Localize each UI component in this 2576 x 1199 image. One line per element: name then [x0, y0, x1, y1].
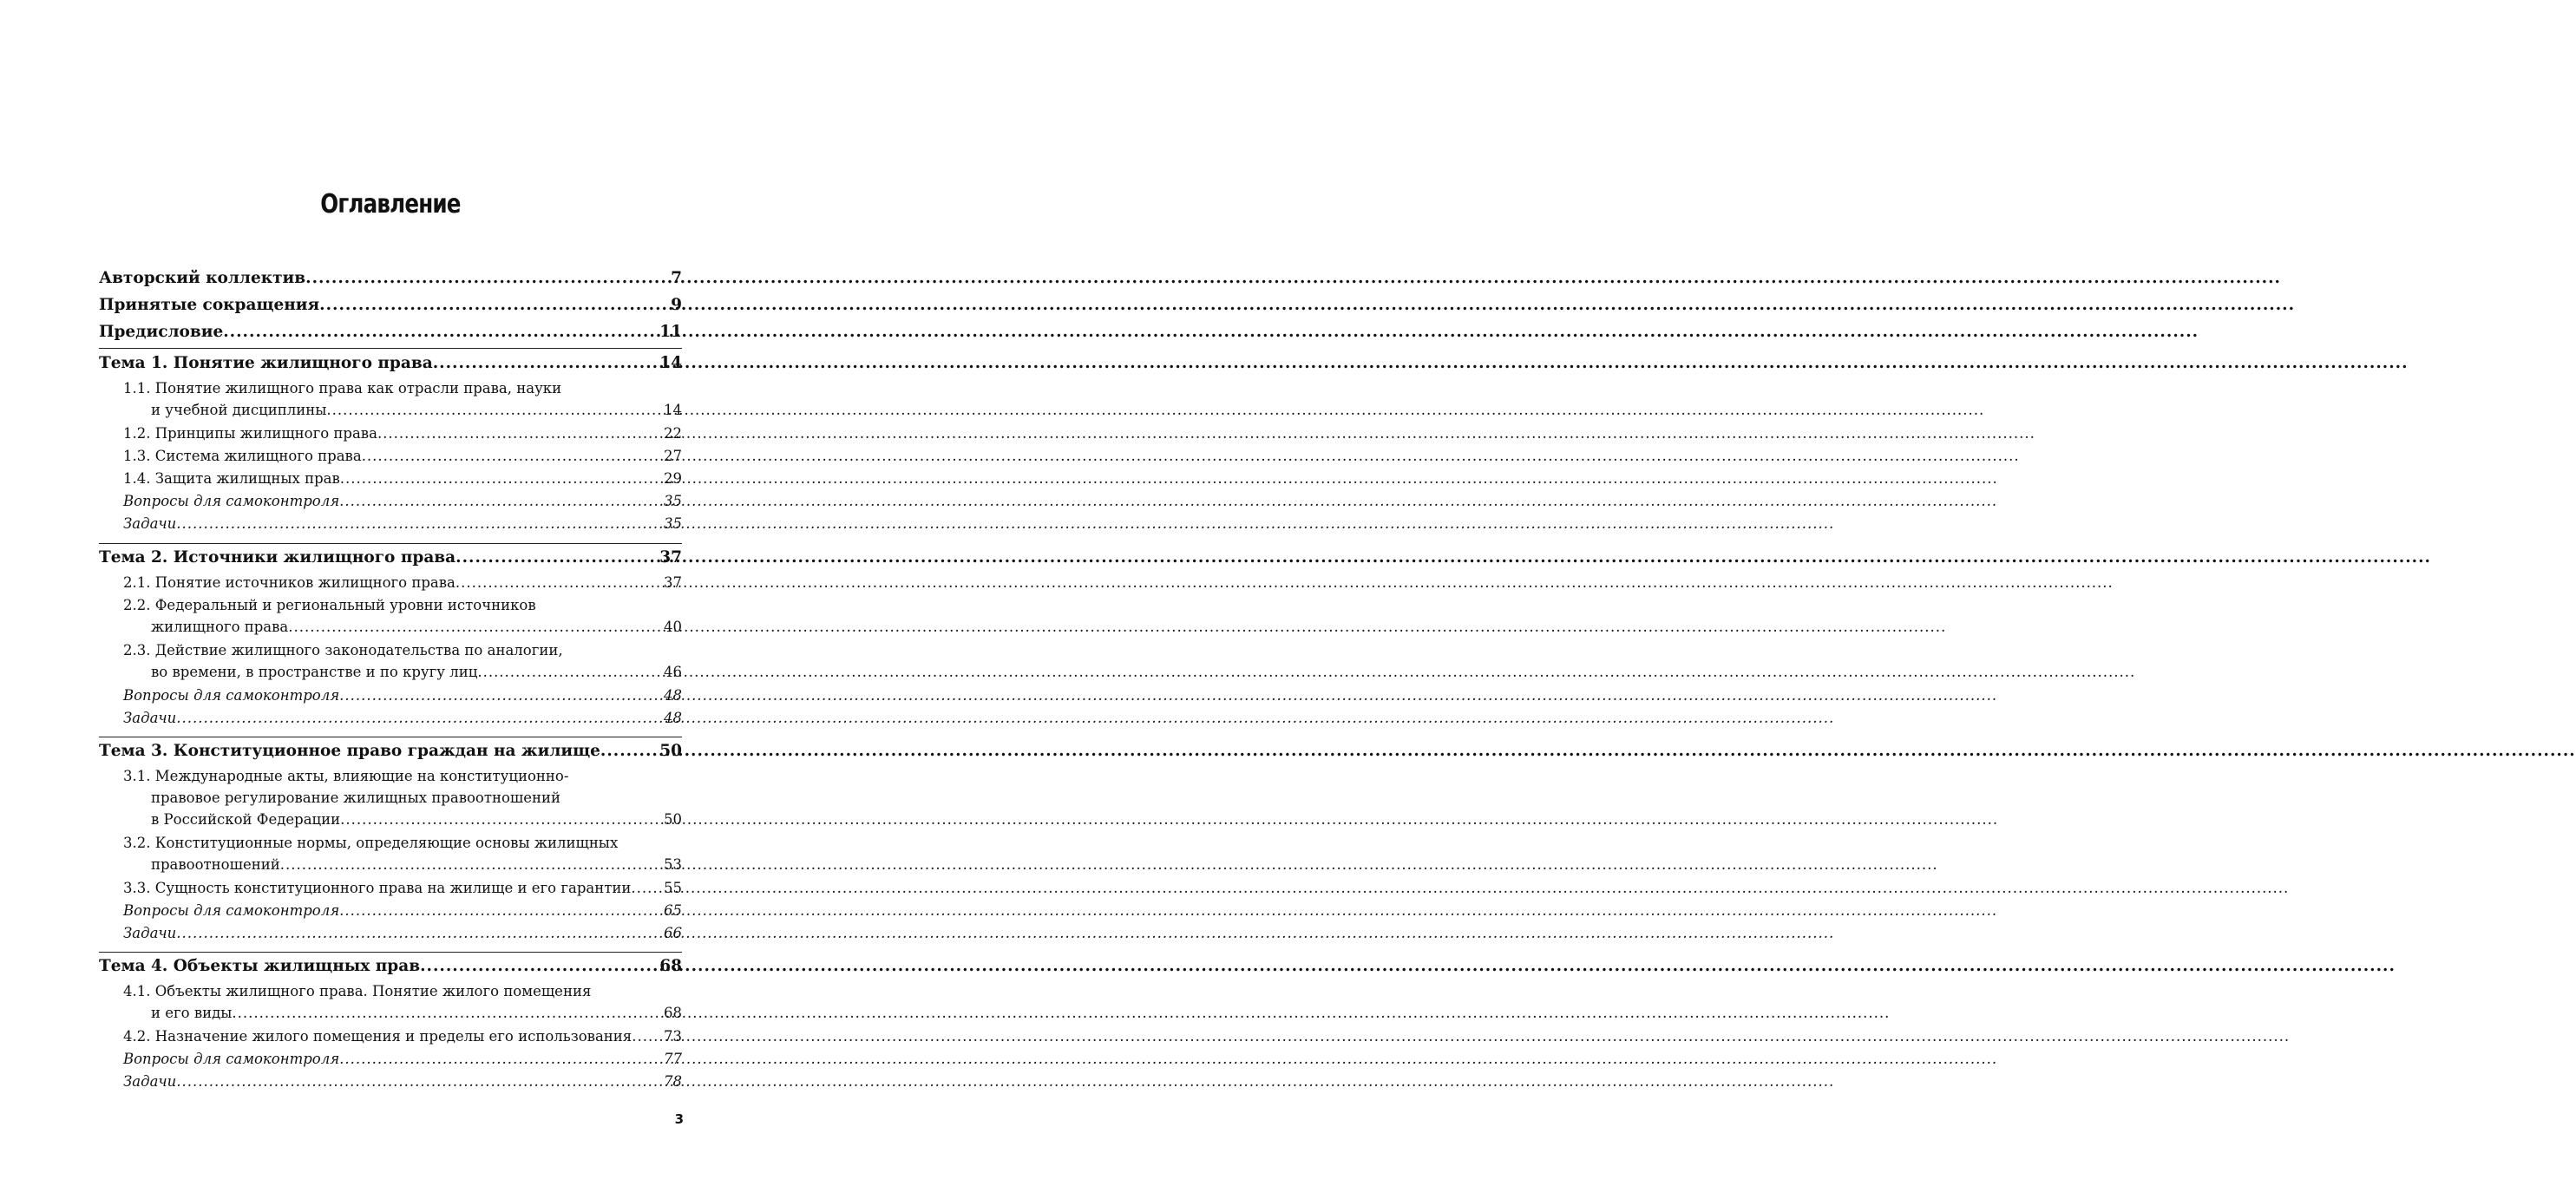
- toc-subentry: [151, 1005, 682, 1021]
- toc-subentry: [123, 470, 682, 487]
- toc-subentry: [151, 619, 682, 635]
- toc-topic-entry: [99, 957, 682, 975]
- toc-subentry-page: 78: [664, 1073, 682, 1090]
- toc-front-entry-page: 9: [671, 296, 682, 314]
- toc-subentry-page: 37: [664, 574, 682, 591]
- toc-subentry-page: 46: [664, 664, 682, 680]
- toc-subentry-leader: [477, 664, 663, 680]
- toc-subentry-page: 66: [664, 925, 682, 941]
- toc-subentry: [123, 880, 682, 896]
- toc-subentry-line: правовое регулирование жилищных правоотношений: [151, 790, 561, 806]
- toc-subentry-text: Задачи: [123, 710, 177, 726]
- toc-subentry-page: 22: [664, 425, 682, 442]
- toc-front-entry-page: 7: [671, 269, 682, 287]
- toc-subentry-leader: [339, 902, 663, 919]
- toc-subentry-line: 4.1. Объекты жилищного права. Понятие жилого помещения: [123, 983, 592, 999]
- toc-topic-entry: [99, 354, 682, 372]
- toc-subentry-leader: [280, 856, 663, 873]
- toc-front-entry-text: Авторский коллектив: [99, 269, 306, 287]
- toc-subentry: [123, 493, 682, 509]
- toc-subentry-text: во времени, в пространстве и по кругу лиц: [151, 664, 478, 680]
- toc-subentry: [123, 448, 682, 464]
- toc-subentry-line: 2.3. Действие жилищного законодательства по аналогии,: [123, 642, 563, 658]
- toc-subentry-text: Задачи: [123, 925, 177, 941]
- toc-subentry-page: 55: [664, 880, 682, 896]
- toc-subentry: [123, 1028, 682, 1045]
- toc-subentry-leader: [176, 710, 663, 726]
- toc-subentry-page: 68: [664, 1005, 682, 1021]
- toc-subentry: [123, 1051, 682, 1067]
- toc-subentry-text: Задачи: [123, 515, 177, 532]
- toc-subentry-page: 48: [664, 687, 682, 704]
- toc-subentry: [123, 687, 682, 704]
- toc-front-entry-leader: [319, 296, 670, 314]
- toc-subentry-page: 53: [664, 856, 682, 873]
- toc-topic-entry-page: 14: [659, 354, 682, 372]
- toc-topic-entry: [99, 742, 682, 760]
- toc-topic-entry-leader: [420, 957, 659, 975]
- toc-subentry-text: Вопросы для самоконтроля: [123, 493, 340, 509]
- toc-topic-entry-text: Тема 3. Конституционное право граждан на жилище: [99, 742, 600, 760]
- toc-subentry: [151, 664, 682, 680]
- toc-front-entry: [99, 323, 682, 341]
- toc-subentry-page: 73: [664, 1028, 682, 1045]
- toc-subentry-text: Вопросы для самоконтроля: [123, 1051, 340, 1067]
- toc-topic-entry-text: Тема 1. Понятие жилищного права: [99, 354, 433, 372]
- toc-subentry-text: правоотношений: [151, 856, 280, 873]
- toc-divider: [99, 543, 682, 544]
- toc-front-entry-text: Предисловие: [99, 323, 224, 341]
- toc-subentry-page: 48: [664, 710, 682, 726]
- toc-subentry-text: в Российской Федерации: [151, 811, 341, 828]
- toc-subentry-page: 50: [664, 811, 682, 828]
- toc-subentry-leader: [377, 425, 663, 442]
- toc-topic-entry-leader: [433, 354, 659, 372]
- toc-subentry-leader: [362, 448, 663, 464]
- toc-front-entry-leader: [305, 269, 670, 287]
- toc-subentry: [123, 902, 682, 919]
- toc-subentry-text: 1.3. Система жилищного права: [123, 448, 362, 464]
- toc-subentry-text: 1.4. Защита жилищных прав: [123, 470, 340, 487]
- toc-subentry-line: 3.1. Международные акты, влияющие на конституционно-: [123, 768, 569, 784]
- toc-subentry-text: 4.2. Назначение жилого помещения и пределы его использования: [123, 1028, 633, 1045]
- toc-subentry-page: 35: [664, 515, 682, 532]
- toc-divider: [99, 952, 682, 953]
- toc-topic-entry: [99, 548, 682, 567]
- toc-subentry-text: жилищного права: [151, 619, 289, 635]
- toc-subentry: [123, 1073, 682, 1090]
- toc-topic-entry-page: 50: [659, 742, 682, 760]
- toc-subentry-leader: [340, 811, 663, 828]
- toc-front-entry: [99, 296, 682, 314]
- toc-topic-entry-page: 68: [659, 957, 682, 975]
- toc-subentry-leader: [326, 402, 663, 418]
- page-title: Оглавление: [320, 189, 461, 219]
- toc-subentry-leader: [176, 515, 663, 532]
- toc-subentry-text: Задачи: [123, 1073, 177, 1090]
- toc-subentry-page: 29: [664, 470, 682, 487]
- toc-topic-entry-leader: [456, 548, 659, 567]
- toc-topic-entry-leader: [600, 742, 659, 760]
- toc-subentry-line: 2.2. Федеральный и региональный уровни источников: [123, 597, 536, 613]
- toc-front-entry-page: 11: [659, 323, 682, 341]
- toc-subentry-leader: [339, 1051, 663, 1067]
- toc-subentry-leader: [340, 470, 663, 487]
- toc-subentry: [123, 515, 682, 532]
- toc-subentry-text: Вопросы для самоконтроля: [123, 687, 340, 704]
- toc-subentry-leader: [176, 925, 663, 941]
- toc-subentry-page: 35: [664, 493, 682, 509]
- toc-subentry-text: 3.3. Сущность конституционного права на жилище и его гарантии: [123, 880, 632, 896]
- toc-subentry-page: 27: [664, 448, 682, 464]
- toc-subentry-text: 1.2. Принципы жилищного права: [123, 425, 377, 442]
- toc-front-entry-text: Принятые сокращения: [99, 296, 320, 314]
- toc-subentry-leader: [339, 687, 663, 704]
- toc-subentry-leader: [632, 1028, 663, 1045]
- toc-subentry-line: 1.1. Понятие жилищного права как отрасли права, науки: [123, 380, 562, 396]
- toc-subentry-text: и учебной дисциплины: [151, 402, 327, 418]
- toc-subentry-page: 14: [664, 402, 682, 418]
- toc-subentry: [123, 925, 682, 941]
- toc-divider: [99, 348, 682, 349]
- toc-subentry: [151, 856, 682, 873]
- toc-subentry: [123, 574, 682, 591]
- toc-subentry-leader: [631, 880, 663, 896]
- toc-subentry-text: и его виды: [151, 1005, 233, 1021]
- toc-subentry-page: 40: [664, 619, 682, 635]
- toc-subentry-page: 77: [664, 1051, 682, 1067]
- toc-subentry-leader: [339, 493, 663, 509]
- toc-front-entry-leader: [223, 323, 659, 341]
- toc-subentry-text: 2.1. Понятие источников жилищного права: [123, 574, 456, 591]
- page-number: 3: [674, 1111, 684, 1127]
- toc-subentry-leader: [456, 574, 663, 591]
- toc-subentry-page: 65: [664, 902, 682, 919]
- toc-front-entry: [99, 269, 682, 287]
- toc-subentry-leader: [176, 1073, 663, 1090]
- toc-topic-entry-text: Тема 4. Объекты жилищных прав: [99, 957, 421, 975]
- toc-subentry-text: Вопросы для самоконтроля: [123, 902, 340, 919]
- toc-subentry: [151, 811, 682, 828]
- toc-subentry-line: 3.2. Конституционные нормы, определяющие основы жилищных: [123, 835, 619, 851]
- toc-subentry: [151, 402, 682, 418]
- toc-topic-entry-text: Тема 2. Источники жилищного права: [99, 548, 456, 567]
- toc-topic-entry-page: 37: [659, 548, 682, 567]
- toc-subentry: [123, 425, 682, 442]
- toc-subentry: [123, 710, 682, 726]
- toc-subentry-leader: [288, 619, 663, 635]
- toc-subentry-leader: [232, 1005, 663, 1021]
